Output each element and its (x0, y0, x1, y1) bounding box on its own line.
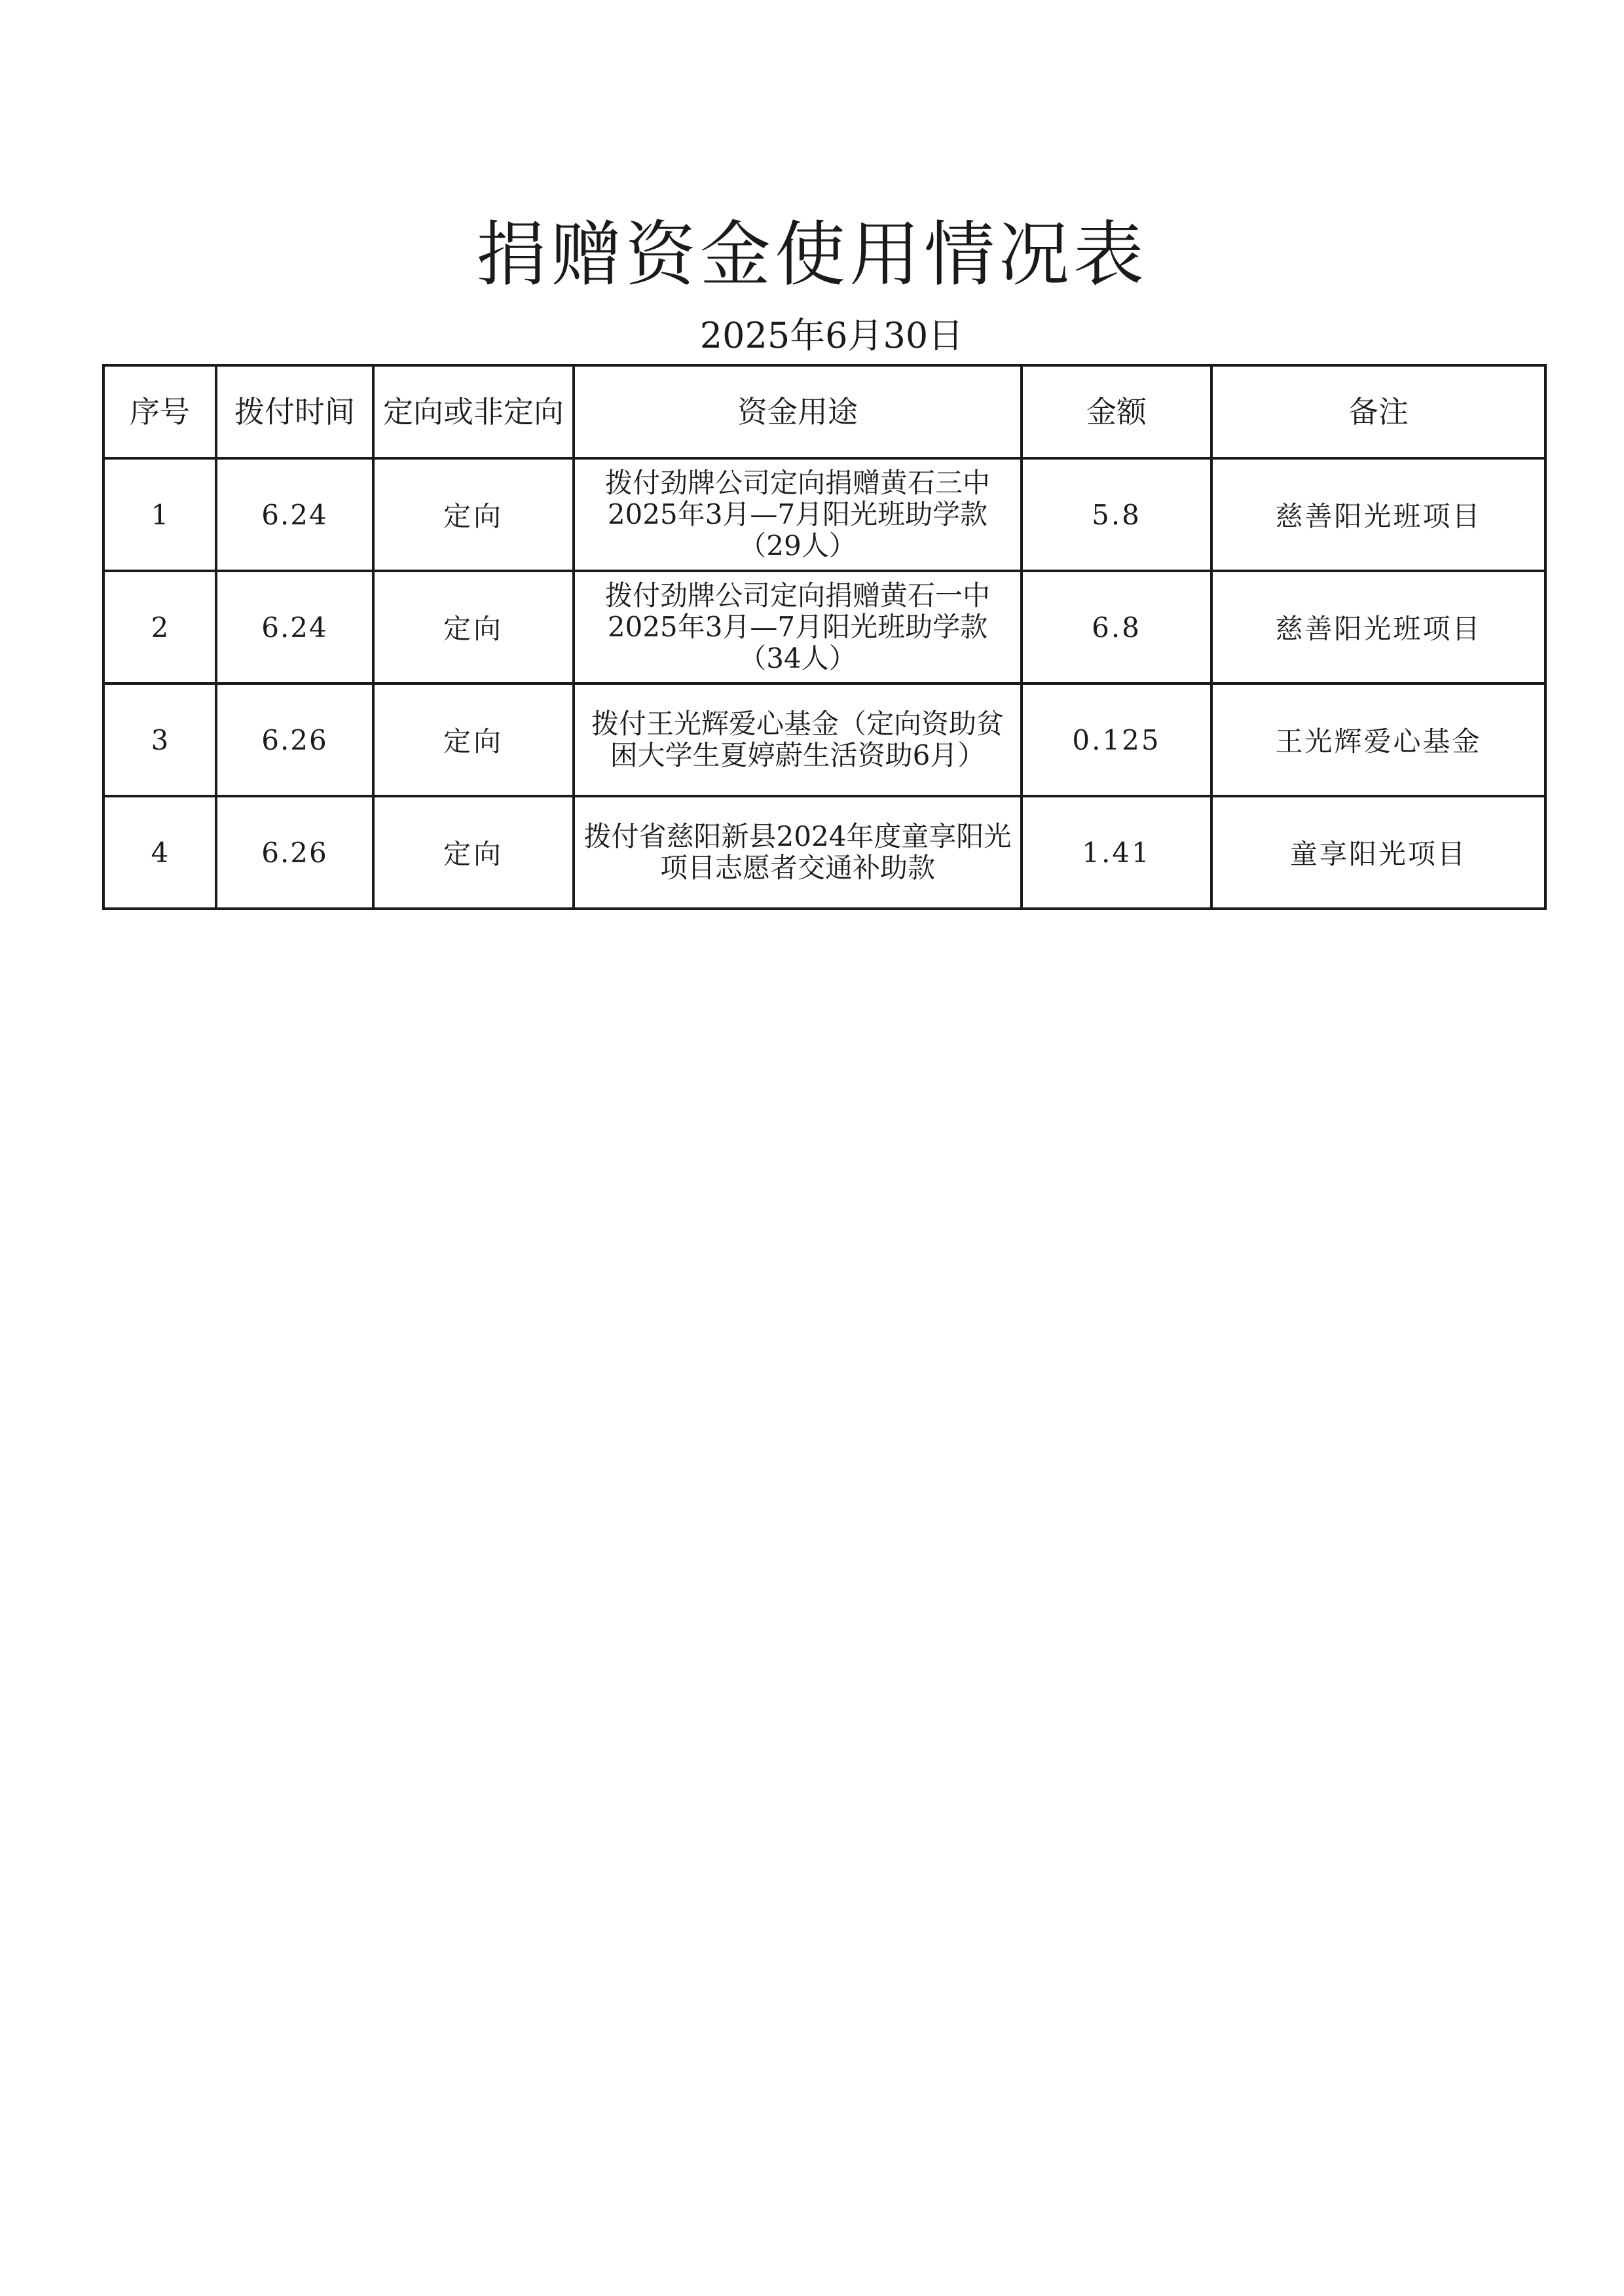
page-title: 捐赠资金使用情况表 (475, 214, 1148, 296)
cell-amount: 1.41 (1022, 796, 1211, 909)
cell-time: 6.24 (216, 458, 373, 571)
header-note: 备注 (1211, 365, 1545, 458)
header-num: 序号 (103, 365, 216, 458)
table-row (103, 458, 1545, 571)
cell-purpose: 拨付劲牌公司定向捐赠黄石三中2025年3月—7月阳光班助学款（29人） (574, 458, 1022, 571)
report-date: 2025年6月30日 (699, 315, 964, 356)
cell-direction: 定向 (373, 571, 574, 683)
header-amount: 金额 (1022, 365, 1211, 458)
cell-amount: 5.8 (1022, 458, 1211, 571)
cell-time: 6.24 (216, 571, 373, 683)
header-time: 拨付时间 (216, 365, 373, 458)
table-row (103, 571, 1545, 683)
cell-purpose: 拨付劲牌公司定向捐赠黄石一中2025年3月—7月阳光班助学款（34人） (574, 571, 1022, 683)
donation-usage-table (102, 364, 1547, 910)
cell-purpose: 拨付省慈阳新县2024年度童享阳光项目志愿者交通补助款 (574, 796, 1022, 909)
cell-time: 6.26 (216, 683, 373, 796)
cell-direction: 定向 (373, 458, 574, 571)
cell-num: 2 (103, 571, 216, 683)
header-purpose: 资金用途 (574, 365, 1022, 458)
table-row (103, 683, 1545, 796)
cell-note: 童享阳光项目 (1211, 796, 1545, 909)
cell-amount: 6.8 (1022, 571, 1211, 683)
cell-note: 慈善阳光班项目 (1211, 458, 1545, 571)
table-row (103, 796, 1545, 909)
cell-note: 慈善阳光班项目 (1211, 571, 1545, 683)
cell-purpose: 拨付王光辉爱心基金（定向资助贫困大学生夏婷蔚生活资助6月） (574, 683, 1022, 796)
cell-num: 4 (103, 796, 216, 909)
cell-num: 1 (103, 458, 216, 571)
table-header-row (103, 365, 1545, 458)
cell-time: 6.26 (216, 796, 373, 909)
cell-amount: 0.125 (1022, 683, 1211, 796)
cell-note: 王光辉爱心基金 (1211, 683, 1545, 796)
cell-direction: 定向 (373, 796, 574, 909)
cell-num: 3 (103, 683, 216, 796)
header-direction: 定向或非定向 (373, 365, 574, 458)
cell-direction: 定向 (373, 683, 574, 796)
